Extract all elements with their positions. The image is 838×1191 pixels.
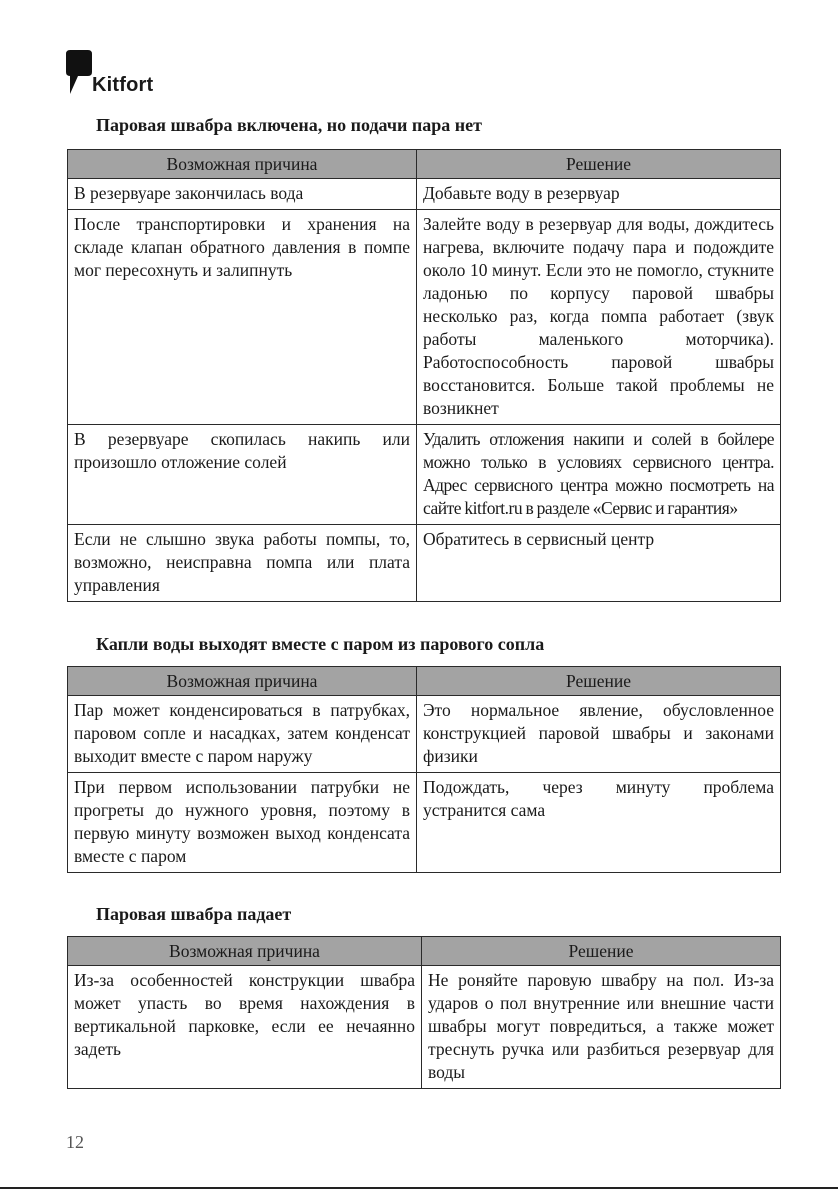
bottom-rule [0, 1187, 838, 1189]
cause-cell: После транспортировки и хранения на складе клапан обратного давления в помпе мог пересохнуть и залипнуть [68, 210, 417, 425]
table-row [68, 210, 781, 425]
table-row [68, 425, 781, 525]
cause-cell: Если не слышно звука работы помпы, то, возможно, неисправна помпа или плата управления [68, 525, 417, 602]
header-cause: Возможная причина [68, 150, 417, 179]
table-row [68, 696, 781, 773]
table-row [68, 773, 781, 873]
troubleshooting-table [67, 936, 781, 1089]
cause-cell: Пар может конденсироваться в патрубках, паровом сопле и насадках, затем конденсат выходит вместе с паром наружу [68, 696, 417, 773]
cause-cell: При первом использовании патрубки не прогреты до нужного уровня, поэтому в первую минуту возможен выход конденсата вместе с паром [68, 773, 417, 873]
page-number: 12 [66, 1132, 84, 1152]
table-row [68, 966, 781, 1089]
solution-cell: Удалить отложения накипи и солей в бойлере можно только в условиях сервисного центра. Адрес сервисного центра можно посмотреть на сайте kitfort.ru в разделе «Сервис и гарантия» [417, 425, 781, 525]
solution-cell: Подождать, через минуту проблема устранится сама [417, 773, 781, 873]
solution-cell: Не роняйте паровую швабру на пол. Из-за ударов о пол внутренние или внешние части швабры могут повредиться, а также может треснуть ручка или разбиться резервуар для воды [422, 966, 781, 1089]
cause-cell: В резервуаре скопилась накипь или произошло отложение солей [68, 425, 417, 525]
brand-name: Kitfort [92, 74, 154, 96]
brand-logo [64, 48, 184, 98]
solution-cell: Обратитесь в сервисный центр [417, 525, 781, 602]
header-solution: Решение [422, 937, 781, 966]
header-solution: Решение [417, 667, 781, 696]
solution-cell: Это нормальное явление, обусловленное конструкцией паровой швабры и законами физики [417, 696, 781, 773]
header-solution: Решение [417, 150, 781, 179]
solution-cell: Добавьте воду в резервуар [417, 179, 781, 210]
cause-cell: В резервуаре закончилась вода [68, 179, 417, 210]
troubleshooting-table [67, 149, 781, 602]
cause-cell: Из-за особенностей конструкции швабра может упасть во время нахождения в вертикальной парковке, если ее нечаянно задеть [68, 966, 422, 1089]
table-row [68, 179, 781, 210]
header-cause: Возможная причина [68, 667, 417, 696]
table-header-row [68, 937, 781, 966]
table-header-row [68, 150, 781, 179]
section-title: Паровая швабра включена, но подачи пара нет [96, 115, 482, 135]
table-header-row [68, 667, 781, 696]
header-cause: Возможная причина [68, 937, 422, 966]
section-title: Паровая швабра падает [96, 904, 292, 924]
kitfort-logo-icon [64, 48, 94, 98]
section-title: Капли воды выходят вместе с паром из парового сопла [96, 634, 545, 654]
solution-cell: Залейте воду в резервуар для воды, дождитесь нагрева, включите подачу пара и подождите около 10 минут. Если это не помогло, стукните ладонью по корпусу паровой швабры несколько раз, когда помпа работает (звук работы маленького моторчика). Работоспособность паровой швабры восстановится. Больше такой проблемы не возникнет [417, 210, 781, 425]
table-row [68, 525, 781, 602]
troubleshooting-table [67, 666, 781, 873]
